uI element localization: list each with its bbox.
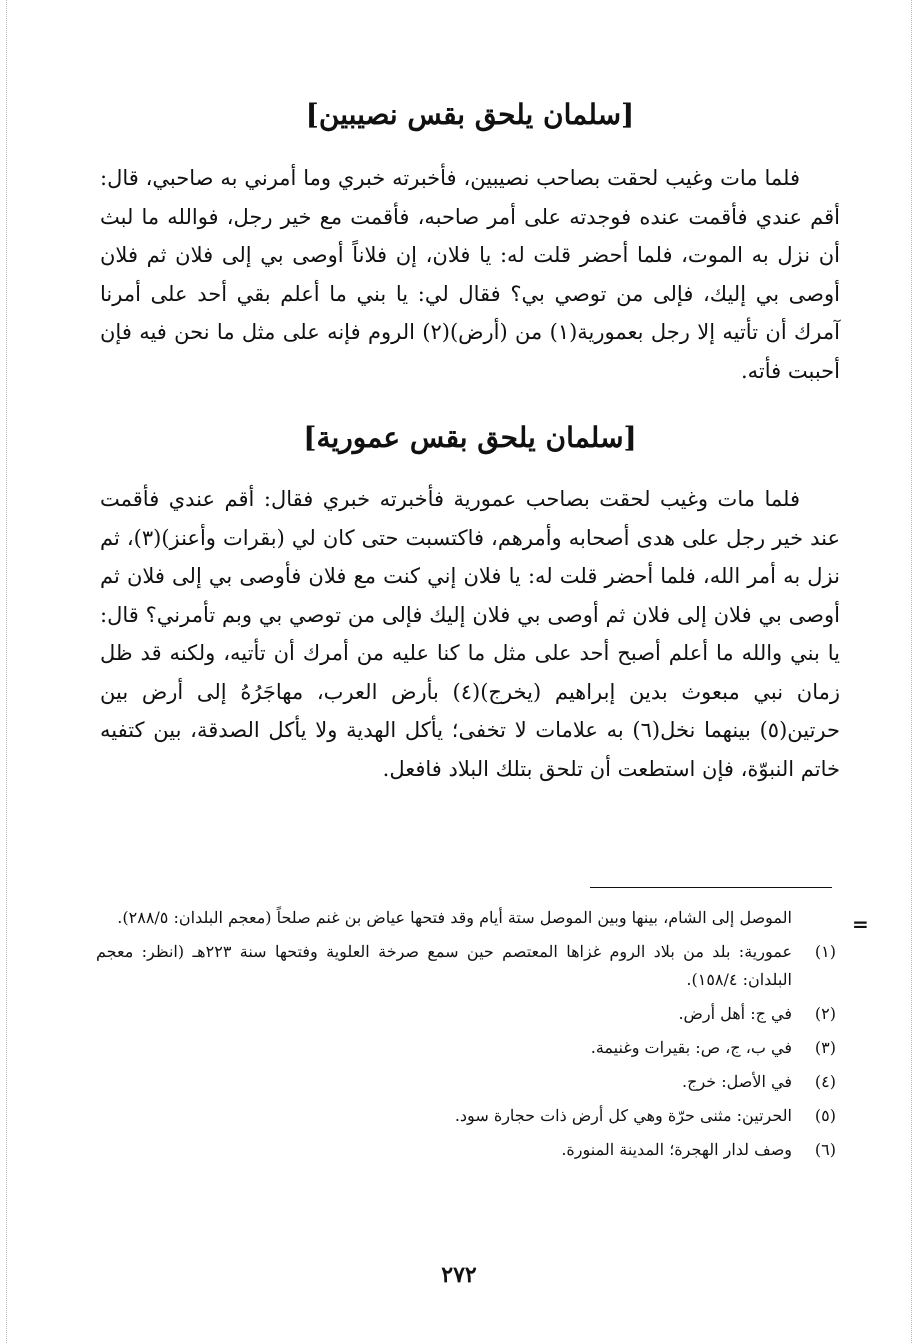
footnote-2 xyxy=(96,1000,836,1028)
paragraph-amorium: فلما مات وغيب لحقت بصاحب عمورية فأخبرته خبري فقال: أقم عندي فأقمت عند خير رجل على هدى أصحابه وأمرهم، فاكتسبت حتى كان لي (بقرات وأعنز)(٣)، ثم نزل به أمر الله، فلما أحضر قلت له: يا فلان إني كنت مع فلان فأوصى بي إلى فلان ثم أوصى بي فلان إلى فلان ثم أوصى بي فلان إليك فإلى من توصي بي وبم تأمرني؟ قال: يا بني والله ما أعلم أصبح أحد على مثل ما كنا عليه من أمرك أن تأتيه، ولكنه قد ظل زمان نبي مبعوث بدين إبراهيم (يخرج)(٤) بأرض العرب، مهاجَرُهُ إلى أرض بين حرتين(٥) بينهما نخل(٦) به علامات لا تخفى؛ يأكل الهدية ولا يأكل الصدقة، بين كتفيه خاتم النبوّة، فإن استطعت أن تلحق بتلك البلاد فافعل. xyxy=(100,487,841,781)
footnote-1 xyxy=(96,938,836,994)
footnote-separator xyxy=(590,887,832,888)
footnote-4 xyxy=(96,1068,836,1096)
footnote-text: في ب، ج، ص: بقيرات وغنيمة. xyxy=(590,1038,792,1057)
footnote-text: في ج: أهل أرض. xyxy=(678,1004,792,1023)
section-heading-nisibin: [سلمان يلحق بقس نصيبين] xyxy=(305,98,635,131)
paragraph-nisibin: فلما مات وغيب لحقت بصاحب نصيبين، فأخبرته خبري وما أمرني به صاحبي، قال: أقم عندي فأقمت عنده فوجدته على أمر صاحبه، فأقمت مع خير رجل، فوالله ما لبث أن نزل به الموت، فلما أحضر قلت له: يا فلان، إن فلاناً أوصى بي إلى فلان ثم فلان أوصى بي إليك، فإلى من توصي بي؟ فقال لي: يا بني ما أعلم بقي أحد على أمرنا آمرك أن تأتيه إلا رجل بعمورية(١) من (أرض)(٢) الروم فإنه على مثل ما نحن فيه فإن أحببت فأته. xyxy=(100,166,840,383)
page-number: ٢٧٢ xyxy=(441,1262,477,1288)
section-heading-amorium: [سلمان يلحق بقس عمورية] xyxy=(303,421,637,454)
footnote-continued xyxy=(96,904,836,932)
footnote-marker: (٤) xyxy=(814,1072,836,1091)
footnote-text: في الأصل: خرج. xyxy=(682,1072,792,1091)
footnotes xyxy=(96,904,836,1170)
footnote-marker: (٦) xyxy=(814,1140,836,1159)
footnote-marker: (٢) xyxy=(814,1004,836,1023)
footnote-marker: (٣) xyxy=(814,1038,836,1057)
page-edge-left xyxy=(6,0,7,1343)
footnote-text: عمورية: بلد من بلاد الروم غزاها المعتصم حين سمع صرخة العلوية وفتحها سنة ٢٢٣هـ (انظر: معجم البلدان: ١٥٨/٤). xyxy=(96,942,793,989)
footnote-5 xyxy=(96,1102,836,1130)
footnote-marker: (١) xyxy=(814,942,836,961)
footnote-text: الموصل إلى الشام، بينها وبين الموصل ستة أيام وقد فتحها عياض بن غنم صلحاً (معجم البلدان: ٢٨٨/٥). xyxy=(117,908,792,927)
footnote-6 xyxy=(96,1136,836,1164)
footnote-text: وصف لدار الهجرة؛ المدينة المنورة. xyxy=(561,1140,792,1159)
footnote-text: الحرتين: مثنى حرّة وهي كل أرض ذات حجارة سود. xyxy=(454,1106,792,1125)
footnote-continuation-mark: = xyxy=(852,912,869,936)
page-edge-right xyxy=(911,0,912,1343)
footnote-marker: (٥) xyxy=(814,1106,836,1125)
footnote-3 xyxy=(96,1034,836,1062)
